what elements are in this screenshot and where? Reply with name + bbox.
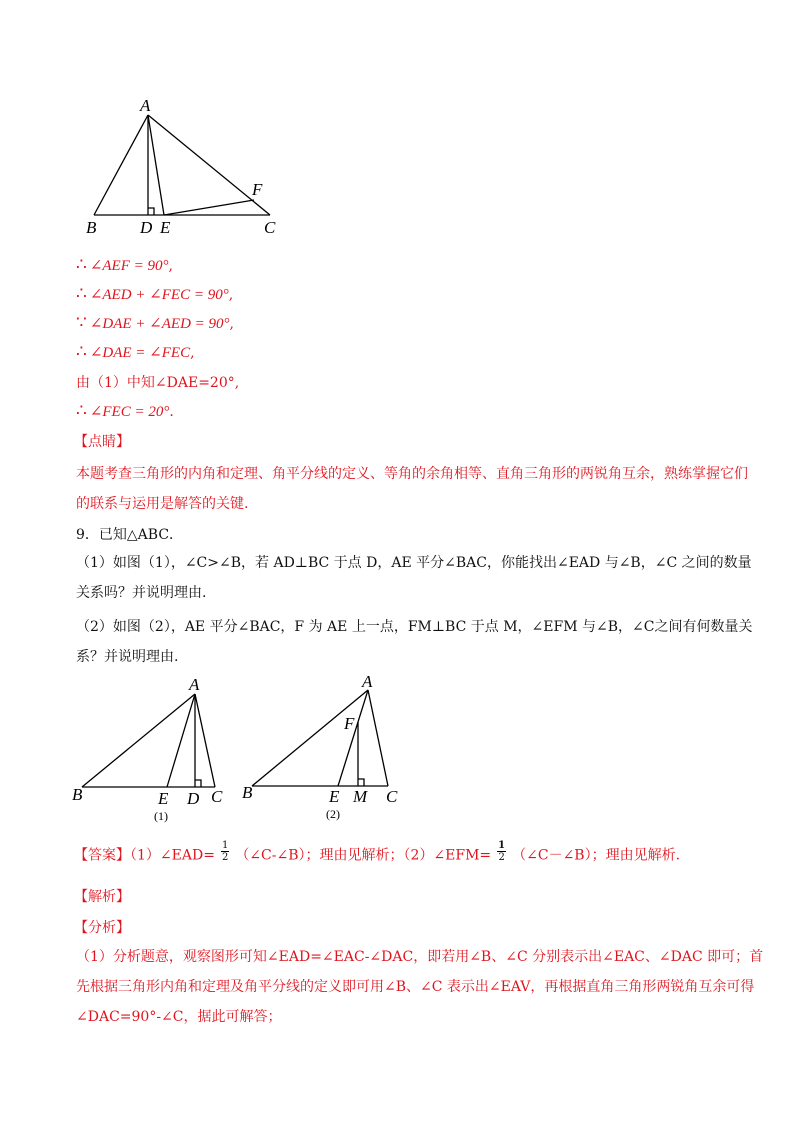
label-c: C: [211, 787, 223, 806]
figure-triangle-abc-top: [80, 95, 290, 240]
caption-2: (2): [326, 807, 340, 821]
answer-heading: 【答案】: [74, 847, 130, 864]
label-e: E: [160, 218, 171, 237]
label-c: C: [264, 218, 276, 237]
jiexi-heading: 【解析】: [74, 889, 130, 905]
problem-stem: 9．已知△ABC．: [76, 527, 184, 543]
fraction-half-2: $\frac{1}{2}$: [498, 840, 506, 863]
segment-ac: [368, 690, 388, 786]
problem-part-2: （2）如图（2），AE 平分∠BAC，F 为 AE 上一点，FM⊥BC 于点 M，∠EFM 与∠B，∠C之间有何数量关系？并说明理由.: [76, 619, 753, 665]
figure-1: [70, 672, 240, 827]
dianjing-text: 本题考查三角形的内角和定理、角平分线的定义、等角的余角相等、直角三角形的两锐角互余，熟练掌握它们的联系与运用是解答的关键.: [76, 466, 748, 512]
label-d: D: [140, 218, 153, 237]
right-angle-mark: [358, 779, 364, 786]
right-angle-mark: [148, 208, 154, 215]
segment-ef: [164, 200, 254, 215]
label-a: A: [140, 96, 151, 115]
fraction-half-1: $\frac{1}{2}$: [221, 840, 229, 863]
answer-part2-pre: （2）∠EFM=: [403, 847, 492, 864]
right-angle-mark: [195, 780, 201, 787]
label-m: M: [353, 787, 368, 806]
label-e: E: [158, 789, 169, 808]
answer-line: [74, 840, 681, 867]
proof-line-6: ∴ ∠FEC = 20°.: [76, 401, 174, 421]
dianjing-heading: 【点睛】: [74, 434, 130, 450]
answer-part2-post: （∠C－∠B）；理由见解析.: [512, 847, 681, 864]
answer-part1-pre: （1）∠EAD=: [130, 847, 215, 864]
proof-line-2: ∴ ∠AED + ∠FEC = 90°,: [76, 284, 234, 304]
proof-line-5: 由（1）中知∠DAE=20°,: [76, 375, 240, 391]
label-b: B: [72, 785, 83, 804]
label-a: A: [189, 675, 200, 694]
segment-ab: [94, 115, 148, 215]
proof-line-4: ∴ ∠DAE = ∠FEC,: [76, 342, 195, 362]
segment-ab: [82, 694, 195, 787]
proof-line-3: ∵ ∠DAE + ∠AED = 90°,: [76, 313, 234, 333]
label-f: F: [344, 714, 355, 733]
problem-part-1: （1）如图（1），∠C>∠B，若 AD⊥BC 于点 D，AE 平分∠BAC，你能找出∠EAD 与∠B，∠C 之间的数量关系吗？并说明理由.: [76, 555, 752, 601]
segment-ae: [167, 694, 195, 787]
fenxi-heading: 【分析】: [74, 920, 130, 936]
figure-2: [240, 672, 410, 827]
label-d: D: [187, 789, 200, 808]
fenxi-text: （1）分析题意，观察图形可知∠EAD=∠EAC-∠DAC，即若用∠B、∠C 分别表示出∠EAC、∠DAC 即可；首先根据三角形内角和定理及角平分线的定义即可用∠B、∠C 表示出∠EAV，再根据直角三角形两锐角互余可得∠DAC=90°-∠C，据此可解答；: [76, 949, 764, 1025]
answer-part1-post: （∠C-∠B）；理由见解析；: [235, 847, 404, 864]
label-a: A: [362, 672, 373, 691]
proof-line-1: ∴ ∠AEF = 90°,: [76, 255, 173, 275]
label-e: E: [329, 787, 340, 806]
caption-1: (1): [154, 809, 168, 823]
segment-ac: [195, 694, 215, 787]
label-b: B: [86, 218, 97, 237]
label-f: F: [252, 180, 263, 199]
label-c: C: [386, 787, 398, 806]
segment-ae: [148, 115, 164, 215]
label-b: B: [242, 783, 253, 802]
segment-ae: [338, 690, 368, 786]
segment-ab: [252, 690, 368, 786]
